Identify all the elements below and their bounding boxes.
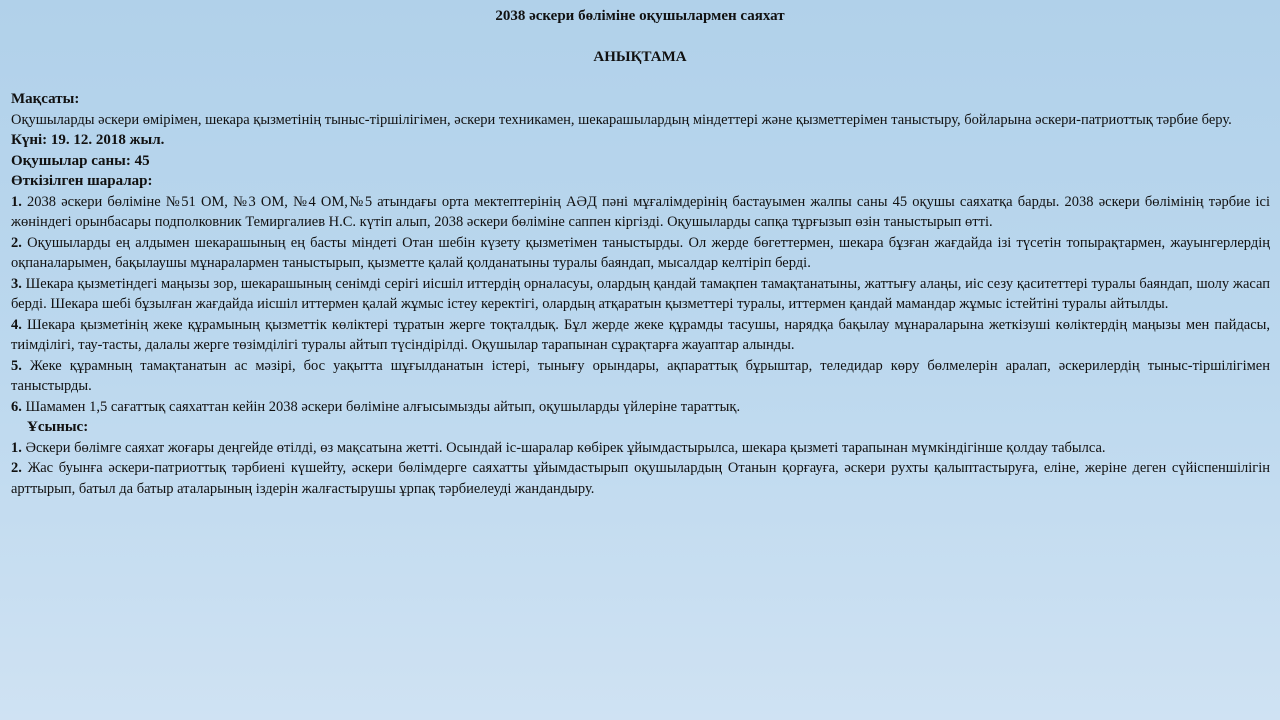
- event-number: 3.: [11, 275, 22, 292]
- proposal-text: Әскери бөлімге саяхат жоғары деңгейде өтілді, өз мақсатына жетті. Осындай іс-шаралар көбірек ұйымдастырылса, шекара қызметі тарапынан мүмкіндігінше қолдау табылса.: [21, 439, 1106, 456]
- goal-text: Оқушыларды әскери өмірімен, шекара қызметінің тыныс-тіршілігімен, әскери техникамен, шекарашылардың міндеттері және қызметтерімен таныстыру, бойларына әскери-патриоттық тәрбие беру.: [11, 111, 1232, 128]
- proposal-item: [11, 458, 1270, 499]
- event-text: 2038 әскери бөліміне №51 ОМ, №3 ОМ, №4 ОМ,№5 атындағы орта мектептерінің АӘД пәні мұғалімдерінің бастауымен жалпы саны 45 оқушы саяхатқа барды. 2038 әскери бөлімінің тәрбие ісі жөніндегі орынбасары подполковник Темиргалиев Н.С. күтіп алып, 2038 әскери бөліміне саппен кіргізді. Оқушыларды сапқа тұрғызып өзін таныстырып өтті.: [11, 193, 1270, 230]
- event-number: 2.: [11, 234, 22, 251]
- event-text: Шамамен 1,5 сағаттық саяхаттан кейін 2038 әскери бөліміне алғысымызды айтып, оқушыларды үйлеріне тараттық.: [21, 398, 741, 415]
- event-item: [11, 192, 1270, 233]
- date-line: Күні: 19. 12. 2018 жыл.: [11, 132, 165, 148]
- event-item: [11, 315, 1270, 356]
- event-text: Шекара қызметіндегі маңызы зор, шекарашының сенімді серігі иісшіл иттердің орналасуы, олардың қандай тамақпен тамақтанатыны, жаттығу алаңы, иіс сезу қаситеттері туралы баяндап, шолу жасап берді. Шекара шебі бұзылған жағдайда иісшіл иттермен қалай жұмыс істеу керектігі, олардың атқаратын қызметтері туралы, иттермен қандай мамандар жұмыс істейтіні туралы айтылды.: [11, 275, 1270, 312]
- proposal-text: Жас буынға әскери-патриоттық тәрбиені күшейту, әскери бөлімдерге саяхатты ұйымдастырып оқушылардың Отанын қорғауға, әскери рухты қалыптастыруға, еліне, жеріне деген сүйіспеншілігін арттырып, батыл да батыр аталарының іздерін жалғастырушы ұрпақ тәрбиелеуді жандандыру.: [11, 460, 1270, 497]
- proposal-number: 1.: [11, 439, 22, 456]
- event-number: 5.: [11, 357, 22, 374]
- document-title: 2038 әскери бөліміне оқушылармен саяхат: [495, 8, 785, 24]
- event-text: Оқушыларды ең алдымен шекарашының ең басты міндеті Отан шебін күзету қызметімен таныстырды. Ол жерде бөгеттермен, шекара бұзған жағдайда ізі түсетін топырақтармен, жауынгерлердің оқпаналарымен, бақылаушы мұнаралармен таныстырып, қызметте қалай қолданатыны туралы баяндап, мысалдар келтіріп берді.: [11, 234, 1270, 271]
- event-text: Жеке құрамның тамақтанатын ас мәзірі, бос уақытта шұғылданатын істері, тынығу орындары, ақпараттық бұрыштар, теледидар көру бөлмелерін аралап, әскерилердің тыныс-тіршілігімен таныстырды.: [11, 357, 1270, 394]
- event-item: [11, 356, 1270, 397]
- proposal-item: [11, 438, 1270, 459]
- event-number: 4.: [11, 316, 22, 333]
- proposal-number: 2.: [11, 460, 22, 476]
- events-heading: Өткізілген шаралар:: [11, 173, 153, 189]
- event-number: 6.: [11, 398, 22, 415]
- goal-heading: Мақсаты:: [11, 91, 80, 107]
- document-body: [11, 89, 1270, 499]
- event-item: [11, 233, 1270, 274]
- student-count-line: Оқушылар саны: 45: [11, 152, 150, 169]
- event-number: 1.: [11, 193, 22, 210]
- event-item: [11, 274, 1270, 315]
- event-text: Шекара қызметінің жеке құрамының қызметтік көліктері тұратын жерге тоқталдық. Бұл жерде жеке құрамды тасушы, нарядқа бақылау мұнараларына жеткізуші көліктердің маңызы мен пайдасы, тиімділігі, тау-тасты, далалы жерге төзімділігі туралы айтып түсіндірілді. Оқушылар тарапынан сұрақтарға жауаптар алынды.: [11, 316, 1270, 353]
- document-subtitle: АНЫҚТАМА: [593, 49, 687, 65]
- proposal-heading: Ұсыныс:: [27, 419, 89, 435]
- event-item: [11, 397, 1270, 418]
